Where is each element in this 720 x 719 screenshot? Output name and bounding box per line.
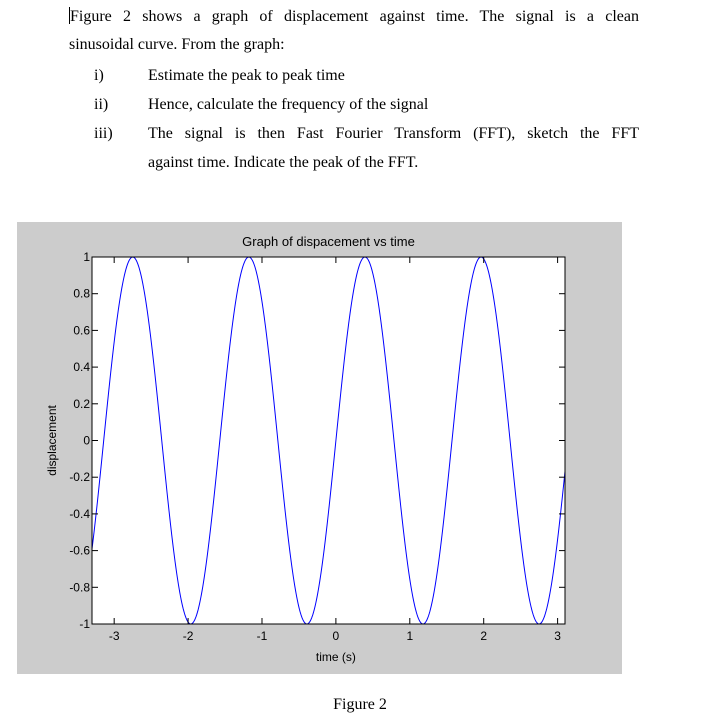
y-tick-label: 0.6 xyxy=(73,323,90,338)
x-tick-label: -1 xyxy=(256,629,268,643)
x-tick-label: -3 xyxy=(108,629,120,643)
y-tick-label: -0.8 xyxy=(69,580,90,595)
y-tick-label: 0.8 xyxy=(73,286,90,301)
intro-line-2: sinusoidal curve. From the graph: xyxy=(69,36,285,53)
y-tick-label: -1 xyxy=(79,617,90,631)
y-tick-label: -0.2 xyxy=(69,470,90,485)
item-text: Hence, calculate the frequency of the signal xyxy=(148,96,429,113)
item-number: i) xyxy=(94,67,104,84)
x-tick-label: 2 xyxy=(480,629,488,643)
figure-caption: Figure 2 xyxy=(333,696,387,713)
y-tick-label: -0.6 xyxy=(69,543,90,558)
x-tick-label: -2 xyxy=(182,629,194,643)
x-tick-label: 0 xyxy=(332,629,340,643)
y-tick-label: 1 xyxy=(83,250,90,264)
item-text-line-2: against time. Indicate the peak of the FFT. xyxy=(148,154,419,171)
x-tick-label: 3 xyxy=(554,629,561,643)
x-tick-label: 1 xyxy=(406,629,414,643)
item-text: Estimate the peak to peak time xyxy=(148,67,345,84)
y-axis-label: displacement xyxy=(45,405,59,476)
intro-text-1: Figure 2 shows a graph of displacement against time. The signal is a clean xyxy=(70,8,639,25)
y-tick-label: 0.4 xyxy=(73,360,90,375)
chart-title: Graph of dispacement vs time xyxy=(242,234,415,249)
y-tick-label: 0 xyxy=(83,433,90,448)
item-number: iii) xyxy=(94,125,113,142)
item-number: ii) xyxy=(94,96,109,113)
y-tick-label: -0.4 xyxy=(69,506,90,521)
item-text-line-1: The signal is then Fast Fourier Transform (FFT), sketch the FFT xyxy=(148,125,639,142)
plot-area xyxy=(92,257,565,624)
y-tick-label: 0.2 xyxy=(73,396,90,411)
x-axis-label: time (s) xyxy=(315,650,356,664)
